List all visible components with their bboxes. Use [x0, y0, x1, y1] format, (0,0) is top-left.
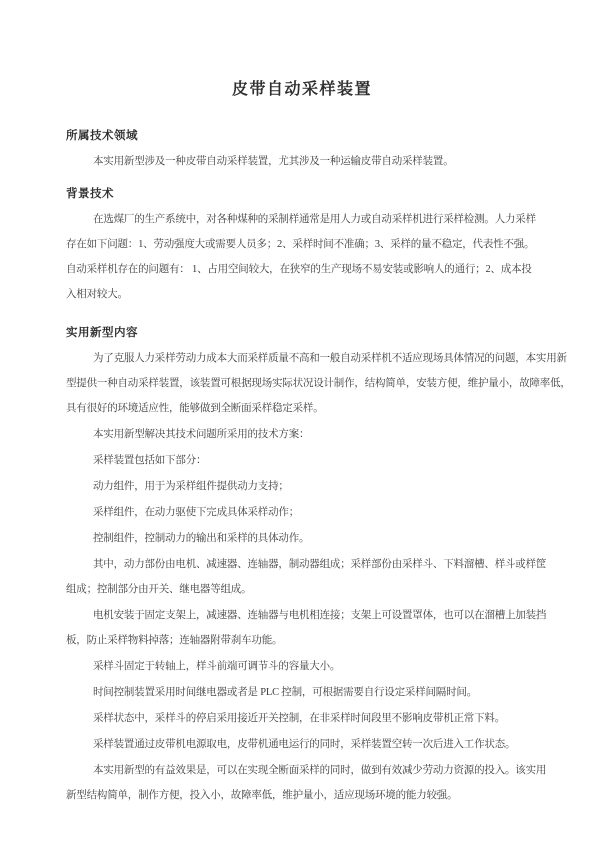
- paragraph: [66, 552, 547, 602]
- paragraph: [66, 732, 538, 757]
- section-background-art: [66, 182, 538, 307]
- text-line: 具有很好的环境适应性，能够做到全断面采样稳定采样。: [66, 403, 324, 414]
- text-line: 自动采样机存在的问题有： 1、占用空间较大，在狭窄的生产现场不易安装或影响人的通行；2、成本投: [66, 264, 532, 275]
- text-line: 组成；控制部分由开关、继电器等组成。: [66, 584, 252, 595]
- text-line: 板，防止采样物料掉落；连轴器附带刹车功能。: [66, 635, 283, 646]
- paragraph: [66, 448, 538, 473]
- text-line: 新型结构简单，制作方便，投入小，故障率低，维护量小，适应现场环境的能力较强。: [66, 790, 458, 801]
- text-line: 采样装置通过皮带机电源取电，皮带机通电运行的同时，采样装置空转一次后进入工作状态。: [93, 739, 516, 750]
- section-heading-technical-field: 所属技术领域: [66, 130, 138, 142]
- document-title: 皮带自动采样装置: [231, 81, 372, 98]
- text-line: 采样斗固定于转轴上，样斗前端可调节斗的容量大小。: [93, 661, 341, 672]
- paragraph: [66, 422, 538, 447]
- text-line: 采样状态中，采样斗的停启采用接近开关控制，在非采样时间段里不影响皮带机正常下料。: [93, 713, 505, 724]
- text-line: 本实用新型的有益效果是，可以在实现全断面采样的同时，做到有效减少劳动力资源的投入。该实用: [93, 765, 547, 776]
- text-line: 动力组件，用于为采样组件提供动力支持；: [93, 481, 289, 492]
- text-line: 采样组件，在动力驱使下完成具体采样动作；: [93, 507, 299, 518]
- paragraph: [66, 680, 538, 705]
- paragraph: [66, 346, 571, 421]
- text-line: 型提供一种自动采样装置，该装置可根据现场实际状况设计制作，结构简单，安装方便，维护量小，故障率低，: [66, 378, 571, 389]
- section-heading-background-art: 背景技术: [66, 188, 114, 200]
- text-line: 为了克服人力采样劳动力成本大而采样质量不高和一般自动采样机不适应现场具体情况的问题，本实用新: [93, 353, 567, 364]
- paragraph: [66, 758, 547, 808]
- section-heading-utility-model-content: 实用新型内容: [66, 327, 138, 339]
- text-line: 存在如下问题：1、劳动强度大或需要人员多；2、采样时间不准确；3、采样的量不稳定，代表性不强。: [66, 239, 535, 250]
- text-line: 时间控制装置采用时间继电器或者是 PLC 控制，可根据需要自行设定采样间隔时间。: [93, 687, 478, 698]
- text-line: 采样装置包括如下部分：: [93, 455, 207, 466]
- text-line: 入相对较大。: [66, 289, 128, 300]
- paragraph: [66, 207, 538, 307]
- text-line: 其中，动力部份由电机、减速器、连轴器，制动器组成；采样部份由采样斗、下料溜槽、样斗或样筐: [93, 559, 547, 570]
- section-technical-field: [66, 124, 538, 174]
- paragraph: [66, 706, 538, 731]
- paragraph: [66, 500, 538, 525]
- text-line: 本实用新型解决其技术问题所采用的技术方案：: [93, 429, 310, 440]
- section-utility-model-content: [66, 321, 571, 808]
- paragraph: [66, 603, 547, 653]
- text-line: 控制组件，控制动力的输出和采样的具体动作。: [93, 533, 310, 544]
- paragraph: [66, 654, 538, 679]
- paragraph: [66, 474, 538, 499]
- text-line: 本实用新型涉及一种皮带自动采样装置，尤其涉及一种运输皮带自动采样装置。: [93, 156, 454, 167]
- paragraph: [66, 526, 538, 551]
- paragraph: [66, 149, 538, 174]
- text-line: 电机安装于固定支架上，减速器、连轴器与电机相连接；支架上可设置罩体，也可以在溜槽上加装挡: [93, 610, 547, 621]
- text-line: 在选煤厂的生产系统中，对各种煤种的采制样通常是用人力或自动采样机进行采样检测。人力采样: [93, 214, 536, 225]
